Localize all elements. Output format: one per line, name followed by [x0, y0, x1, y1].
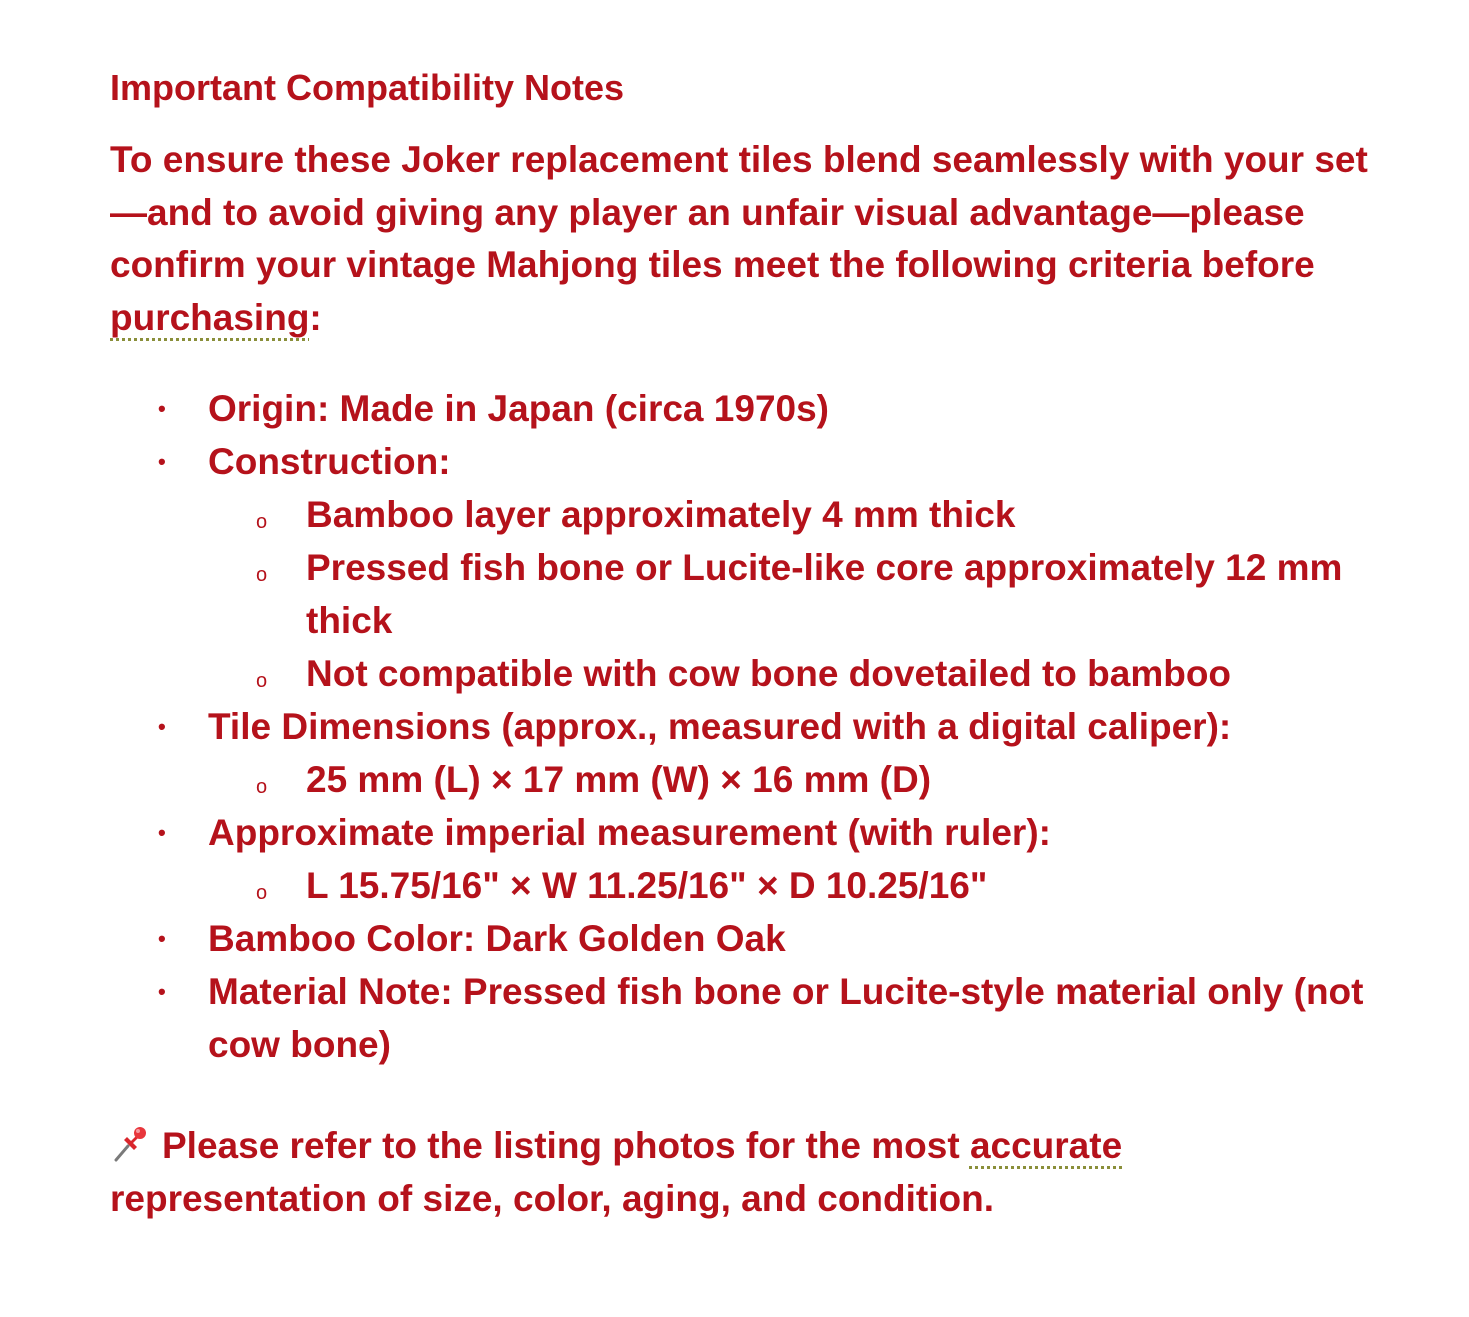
criteria-sublist — [208, 753, 1410, 806]
closing-text: Please refer to the listing photos for the most — [162, 1125, 970, 1166]
sub-bullet-marker: o — [256, 882, 268, 904]
criteria-subitem-text: Not compatible with cow bone dovetailed to bamboo — [306, 653, 1232, 694]
closing-paragraph — [110, 1119, 1310, 1225]
bullet-marker: • — [158, 396, 166, 421]
criteria-item — [110, 965, 1410, 1071]
bullet-marker: • — [158, 979, 166, 1004]
page-title: Important Compatibility Notes — [110, 67, 625, 108]
sub-bullet-marker: o — [256, 511, 268, 533]
document-page — [110, 60, 1410, 1225]
bullet-marker: • — [158, 926, 166, 951]
criteria-item-text: Origin: Made in Japan (circa 1970s) — [208, 388, 829, 429]
criteria-item — [110, 435, 1410, 700]
sub-bullet-marker: o — [256, 670, 268, 692]
intro-text-end: : — [309, 296, 322, 338]
criteria-sublist — [208, 859, 1410, 912]
intro-text: To ensure these Joker replacement tiles blend seamlessly with your set—and to avoid giving any player an unfair visual advantage—please confirm your vintage Mahjong tiles meet the following criteria before — [110, 139, 1368, 285]
criteria-subitem-text: L 15.75/16" × W 11.25/16" × D 10.25/16" — [306, 865, 988, 906]
criteria-item-text: Bamboo Color: Dark Golden Oak — [208, 918, 786, 959]
criteria-sublist — [208, 488, 1410, 700]
criteria-item-text: Tile Dimensions (approx., measured with a digital caliper): — [208, 706, 1232, 747]
bullet-marker: • — [158, 714, 166, 739]
criteria-subitem — [208, 753, 1386, 806]
criteria-subitem — [208, 488, 1386, 541]
criteria-item — [110, 382, 1410, 435]
criteria-item — [110, 700, 1410, 806]
sub-bullet-marker: o — [256, 776, 268, 798]
bullet-marker: • — [158, 820, 166, 845]
intro-flagged-word[interactable]: purchasing — [110, 296, 310, 338]
criteria-item-text: Approximate imperial measurement (with ruler): — [208, 812, 1051, 853]
pushpin-icon — [110, 1124, 150, 1164]
criteria-subitem — [208, 859, 1386, 912]
criteria-item-text: Construction: — [208, 441, 451, 482]
criteria-subitem-text: Bamboo layer approximately 4 mm thick — [306, 494, 1016, 535]
criteria-item — [110, 912, 1410, 965]
intro-paragraph — [110, 134, 1400, 344]
criteria-list — [110, 382, 1410, 1071]
criteria-subitem-text: 25 mm (L) × 17 mm (W) × 16 mm (D) — [306, 759, 932, 800]
sub-bullet-marker: o — [256, 564, 268, 586]
criteria-subitem-text: Pressed fish bone or Lucite-like core approximately 12 mm thick — [306, 547, 1343, 641]
closing-text-end: representation of size, color, aging, and condition. — [110, 1178, 994, 1219]
criteria-item — [110, 806, 1410, 912]
criteria-item-text: Material Note: Pressed fish bone or Lucite-style material only (not cow bone) — [208, 971, 1364, 1065]
criteria-subitem — [208, 541, 1386, 647]
criteria-subitem — [208, 647, 1386, 700]
bullet-marker: • — [158, 449, 166, 474]
closing-flagged-word[interactable]: accurate — [969, 1125, 1123, 1166]
